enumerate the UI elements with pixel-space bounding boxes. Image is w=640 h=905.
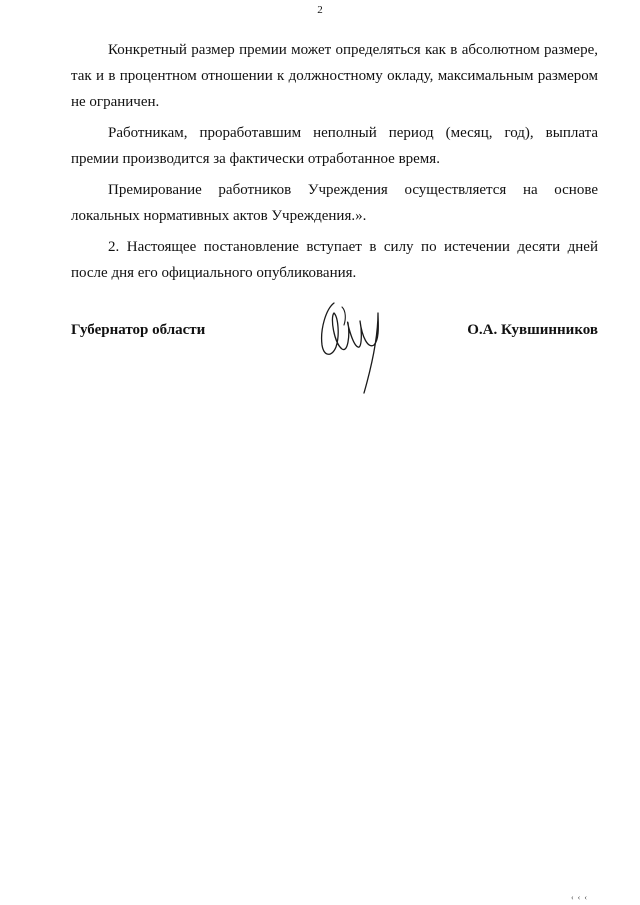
document-body: [71, 37, 598, 291]
paragraph: 2. Настоящее постановление вступает в силу по истечении десяти дней после дня его официального опубликования.: [71, 239, 598, 281]
paragraph: Конкретный размер премии может определяться как в абсолютном размере, так и в процентном отношении к должностному окладу, максимальным размером не ограничен.: [71, 42, 598, 110]
signature-icon: [312, 295, 392, 400]
paragraph: Премирование работников Учреждения осуществляется на основе локальных нормативных актов Учреждения.».: [71, 182, 598, 224]
page-number: 2: [317, 4, 323, 16]
paragraph: Работникам, проработавшим неполный период (месяц, год), выплата премии производится за фактически отработанное время.: [71, 125, 598, 167]
signatory-position: Губернатор области: [71, 322, 206, 338]
signatory-name: О.А. Кувшинников: [467, 322, 598, 338]
footer-mark: ‹ ‹ ‹: [571, 893, 588, 902]
